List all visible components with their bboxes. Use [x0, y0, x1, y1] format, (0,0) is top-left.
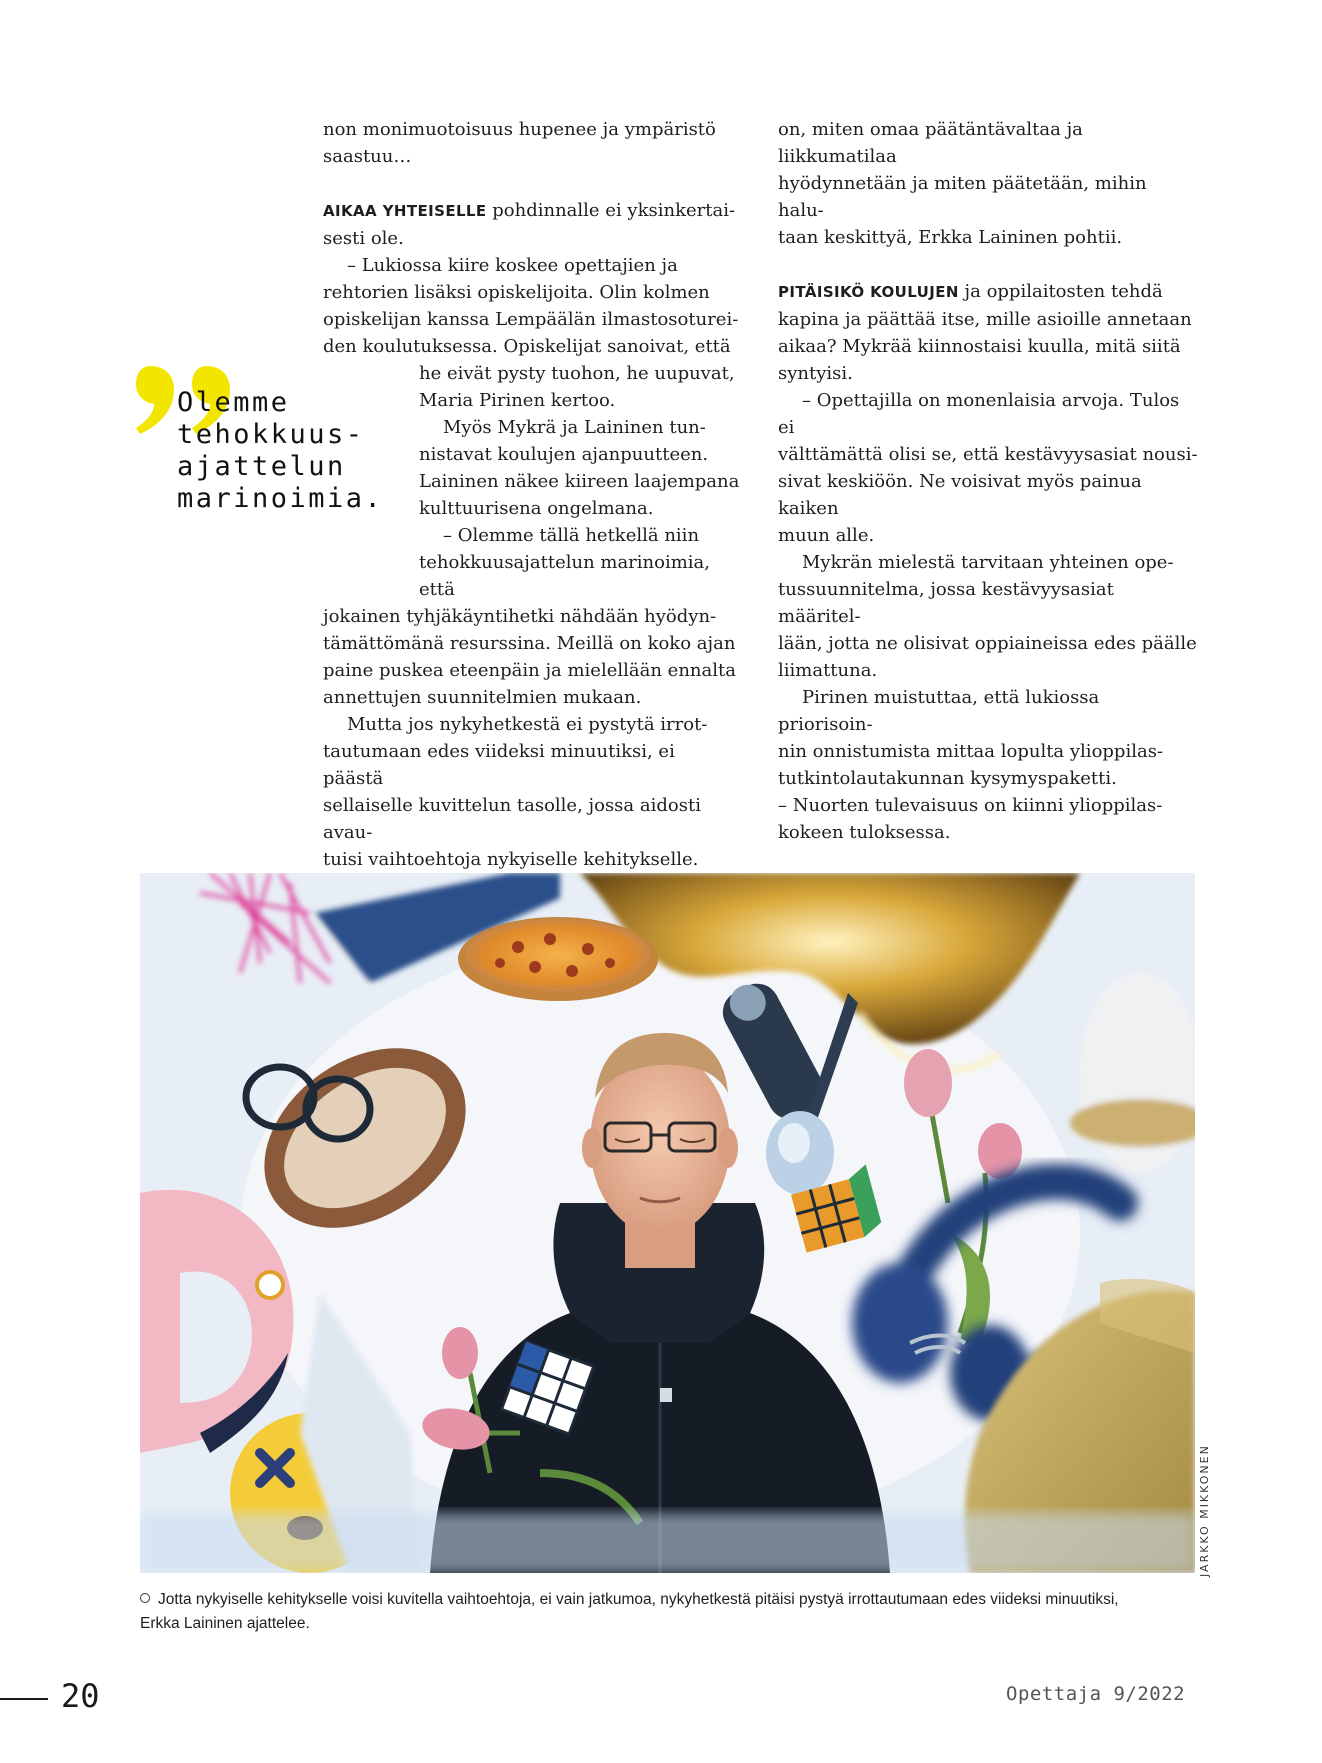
text-line: Myös Mykrä ja Laininen tun- [443, 417, 706, 438]
text-line: saastuu… [323, 146, 412, 167]
article-photo [140, 873, 1195, 1573]
article-column-left [323, 116, 740, 900]
pull-quote-line: tehokkuus- [177, 419, 365, 450]
text-line: den koulutuksessa. Opiskelijat sanoivat, että [323, 336, 731, 357]
pull-quote-line: ajattelun [177, 451, 346, 482]
pull-quote [177, 387, 383, 515]
text-line: liimattuna. [778, 660, 878, 681]
page-number: 20 [61, 1677, 100, 1715]
text-line: hyödynnetään ja miten päätetään, mihin halu- [778, 173, 1147, 221]
text-line: tussuunnitelma, jossa kestävyysasiat määritel- [778, 579, 1114, 627]
section-lead: AIKAA YHTEISELLE [323, 202, 487, 220]
caption-text: Jotta nykyiselle kehitykselle voisi kuvitella vaihtoehtoja, ei vain jatkumoa, nykyhetkestä pitäisi pystyä irrottautumaan edes viideksi minuutiksi, Erkka Laininen ajattelee. [140, 1591, 1119, 1632]
publication-name: Opettaja 9/2022 [1006, 1683, 1186, 1705]
text-line: aikaa? Mykrää kiinnostaisi kuulla, mitä siitä [778, 336, 1181, 357]
paragraph-lead-line: PITÄISIKÖ KOULUJEN ja oppilaitosten tehdä [778, 281, 1163, 302]
section-lead: PITÄISIKÖ KOULUJEN [778, 283, 959, 301]
text-line: sivat keskiöön. Ne voisivat myös painua kaiken [778, 471, 1142, 519]
text-line: syntyisi. [778, 363, 853, 384]
text-line: tuisi vaihtoehtoja nykyiselle kehitykselle. [323, 849, 699, 870]
photo-illustration [140, 873, 1195, 1573]
text-line: tutkintolautakunnan kysymyspaketti. [778, 768, 1117, 789]
pull-quote-line: Olemme [177, 387, 290, 418]
text-line: opiskelijan kanssa Lempäälän ilmastosoturei- [323, 309, 739, 330]
text-line: – Nuorten tulevaisuus on kiinni ylioppilas- [778, 795, 1163, 816]
text-line: nistavat koulujen ajanpuutteen. [419, 444, 709, 465]
text-line: Pirinen muistuttaa, että lukiossa priorisoin- [778, 687, 1100, 735]
photo-caption [140, 1588, 1140, 1636]
text-line: – Opettajilla on monenlaisia arvoja. Tulos ei [778, 390, 1180, 438]
text-line: kulttuurisena ongelmana. [419, 498, 654, 519]
text-line: Mutta jos nykyhetkestä ei pystytä irrot- [347, 714, 708, 735]
text-line: non monimuotoisuus hupenee ja ympäristö [323, 119, 716, 140]
text-line: on, miten omaa päätäntävaltaa ja liikkumatilaa [778, 119, 1083, 167]
text-line: taan keskittyä, Erkka Laininen pohtii. [778, 227, 1123, 248]
text-line: tehokkuusajattelun marinoimia, että [419, 552, 711, 600]
caption-bullet-icon [140, 1593, 150, 1603]
text-line: lään, jotta ne olisivat oppiaineissa edes päälle [778, 633, 1197, 654]
text-line: nin onnistumista mittaa lopulta ylioppilas- [778, 741, 1164, 762]
text-line: sellaiselle kuvittelun tasolle, jossa aidosti avau- [323, 795, 701, 843]
text-line: Mykrän mielestä tarvitaan yhteinen ope- [802, 552, 1174, 573]
text-line: – Lukiossa kiire koskee opettajien ja [347, 255, 678, 276]
text-line: – Olemme tällä hetkellä niin [443, 525, 700, 546]
text-line: jokainen tyhjäkäyntihetki nähdään hyödyn- [323, 606, 717, 627]
pull-quote-line: marinoimia. [177, 483, 384, 514]
text-line: kokeen tuloksessa. [778, 822, 951, 843]
photo-credit: JARKKO MIKKONEN [1198, 1444, 1211, 1577]
text-line: he eivät pysty tuohon, he uupuvat, [419, 363, 735, 384]
text-line: tämättömänä resurssina. Meillä on koko ajan [323, 633, 736, 654]
text-line: Maria Pirinen kertoo. [419, 390, 616, 411]
text-line: paine puskea eteenpäin ja mielellään ennalta [323, 660, 736, 681]
article-column-right [778, 116, 1198, 982]
text-line: sesti ole. [323, 228, 404, 249]
text-line: tautumaan edes viideksi minuutiksi, ei päästä [323, 741, 675, 789]
text-line: annettujen suunnitelmien mukaan. [323, 687, 642, 708]
paragraph-lead-line: AIKAA YHTEISELLE pohdinnalle ei yksinkertai- [323, 200, 736, 221]
text-line: välttämättä olisi se, että kestävyysasiat nousi- [778, 444, 1198, 465]
text-line: rehtorien lisäksi opiskelijoita. Olin kolmen [323, 282, 710, 303]
text-line: kapina ja päättää itse, mille asioille annetaan [778, 309, 1192, 330]
footer-rule [0, 1698, 48, 1700]
text-line: Laininen näkee kiireen laajempana [419, 471, 740, 492]
text-line: muun alle. [778, 525, 875, 546]
